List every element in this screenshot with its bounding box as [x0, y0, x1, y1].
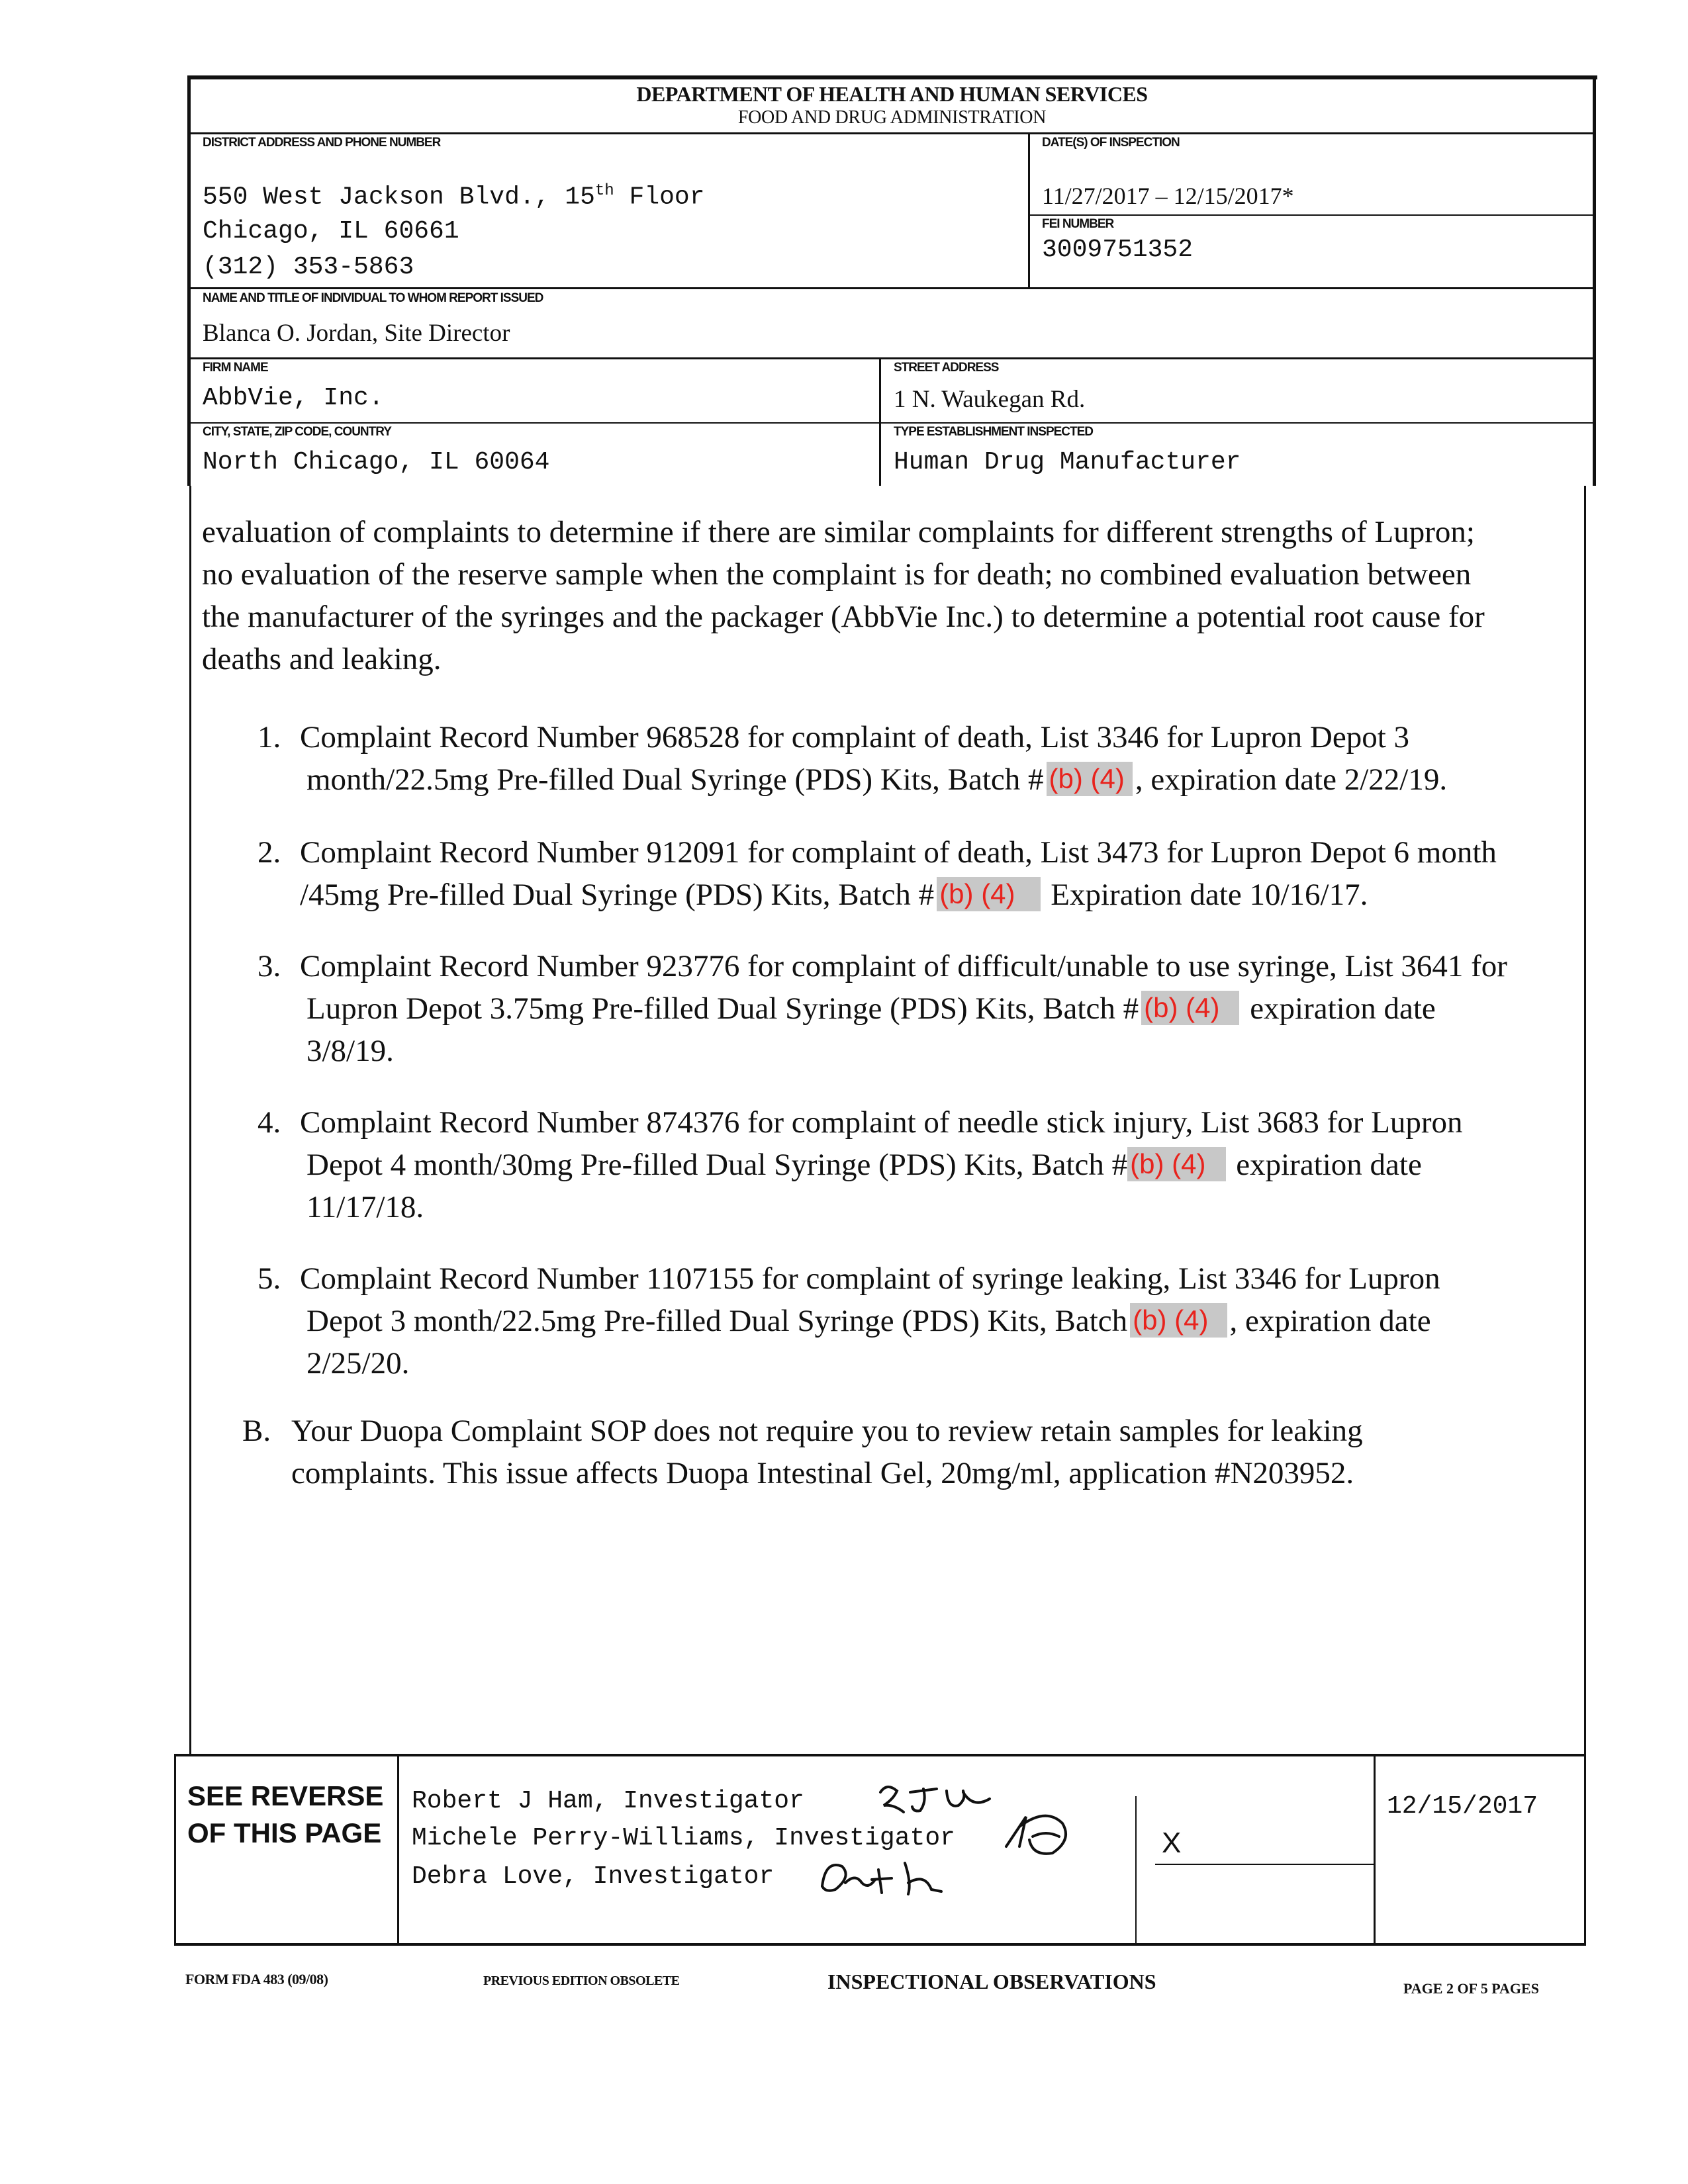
- establishment-type-label: TYPE ESTABLISHMENT INSPECTED: [894, 425, 1094, 439]
- redaction-box: (b) (4): [1047, 762, 1133, 796]
- intro-line: deaths and leaking.: [202, 642, 442, 676]
- city-state-zip-label: CITY, STATE, ZIP CODE, COUNTRY: [203, 425, 391, 439]
- signature-initials-1: [874, 1779, 1006, 1819]
- firm-name-label: FIRM NAME: [203, 361, 268, 375]
- individual-name-value: Blanca O. Jordan, Site Director: [203, 320, 510, 347]
- complaint-item: 1. Complaint Record Number 968528 for complaint of death, List 3346 for Lupron Depot 3 month/22.5mg Pre-filled Dual Syringe (PDS) Kits, Batch # (b) (4) , expiration date 2/22/19.: [258, 720, 1448, 797]
- signature-x-mark: X: [1162, 1827, 1182, 1859]
- city-state-zip-value: North Chicago, IL 60064: [203, 448, 550, 477]
- observation-continuation: [202, 511, 1572, 680]
- form-title: INSPECTIONAL OBSERVATIONS: [827, 1970, 1156, 1993]
- address-line-2: Chicago, IL 60661: [203, 217, 459, 246]
- street-address-label: STREET ADDRESS: [894, 361, 999, 375]
- observation-b: B. Your Duopa Complaint SOP does not require you to review retain samples for leaking complaints. This issue affects Duopa Intestinal Gel, 20mg/ml, application #N203952.: [242, 1414, 1363, 1490]
- fei-number-value: 3009751352: [1042, 236, 1194, 264]
- employee-name-1: Robert J Ham, Investigator: [412, 1787, 804, 1815]
- district-address-label: DISTRICT ADDRESS AND PHONE NUMBER: [203, 136, 441, 150]
- redaction-box: (b) (4): [1141, 991, 1239, 1025]
- intro-line: no evaluation of the reserve sample when the complaint is for death; no combined evaluation between: [202, 557, 1472, 592]
- agency-title: FOOD AND DRUG ADMINISTRATION: [737, 107, 1047, 128]
- complaint-item: 2. Complaint Record Number 912091 for complaint of death, List 3473 for Lupron Depot 6 month /45mg Pre-filled Dual Syringe (PDS) Kits, Batch # (b) (4) Expiration date 10/16/17.: [258, 835, 1497, 912]
- redaction-box: (b) (4): [1130, 1303, 1227, 1338]
- date-issued: 12/15/2017: [1387, 1792, 1538, 1821]
- signature-initials-2: [1000, 1800, 1079, 1860]
- employee-name-2: Michele Perry-Williams, Investigator: [412, 1824, 955, 1852]
- dates-of-inspection-value: 11/27/2017 – 12/15/2017*: [1042, 183, 1294, 209]
- individual-name-label: NAME AND TITLE OF INDIVIDUAL TO WHOM REPORT ISSUED: [203, 291, 543, 305]
- page-number: PAGE 2 OF 5 PAGES: [1403, 1980, 1539, 1997]
- address-line-1: 550 West Jackson Blvd., 15th Floor: [203, 182, 705, 212]
- firm-name-value: AbbVie, Inc.: [203, 384, 384, 412]
- previous-edition-note: PREVIOUS EDITION OBSOLETE: [483, 1974, 680, 1988]
- department-title: DEPARTMENT OF HEALTH AND HUMAN SERVICES: [636, 82, 1148, 106]
- signature-initials-3: [816, 1853, 948, 1899]
- dates-of-inspection-label: DATE(S) OF INSPECTION: [1042, 136, 1180, 150]
- complaint-item: 5. Complaint Record Number 1107155 for complaint of syringe leaking, List 3346 for Lupron Depot 3 month/22.5mg Pre-filled Dual Syringe (PDS) Kits, Batch (b) (4) , expiration date 2/25/20.: [258, 1261, 1440, 1381]
- fei-number-label: FEI NUMBER: [1042, 217, 1114, 231]
- establishment-type-value: Human Drug Manufacturer: [894, 448, 1241, 477]
- intro-line: evaluation of complaints to determine if there are similar complaints for different strengths of Lupron;: [202, 515, 1475, 549]
- form-number: FORM FDA 483 (09/08): [185, 1971, 328, 1987]
- street-address-value: 1 N. Waukegan Rd.: [894, 386, 1086, 413]
- complaint-item: 3. Complaint Record Number 923776 for complaint of difficult/unable to use syringe, List 3641 for Lupron Depot 3.75mg Pre-filled Dual Syringe (PDS) Kits, Batch # (b) (4) expiration date 3/8/19.: [258, 949, 1507, 1068]
- phone-number: (312) 353-5863: [203, 253, 414, 281]
- redaction-box: (b) (4): [937, 877, 1040, 911]
- redaction-box: (b) (4): [1127, 1147, 1225, 1181]
- see-reverse-label: SEE REVERSE OF THIS PAGE: [187, 1780, 384, 1848]
- intro-line: the manufacturer of the syringes and the packager (AbbVie Inc.) to determine a potential root cause for: [202, 600, 1485, 634]
- employee-name-3: Debra Love, Investigator: [412, 1862, 774, 1891]
- complaint-item: 4. Complaint Record Number 874376 for complaint of needle stick injury, List 3683 for Lupron Depot 4 month/30mg Pre-filled Dual Syringe (PDS) Kits, Batch #(b) (4) expiration date 11/17/18.: [258, 1105, 1463, 1224]
